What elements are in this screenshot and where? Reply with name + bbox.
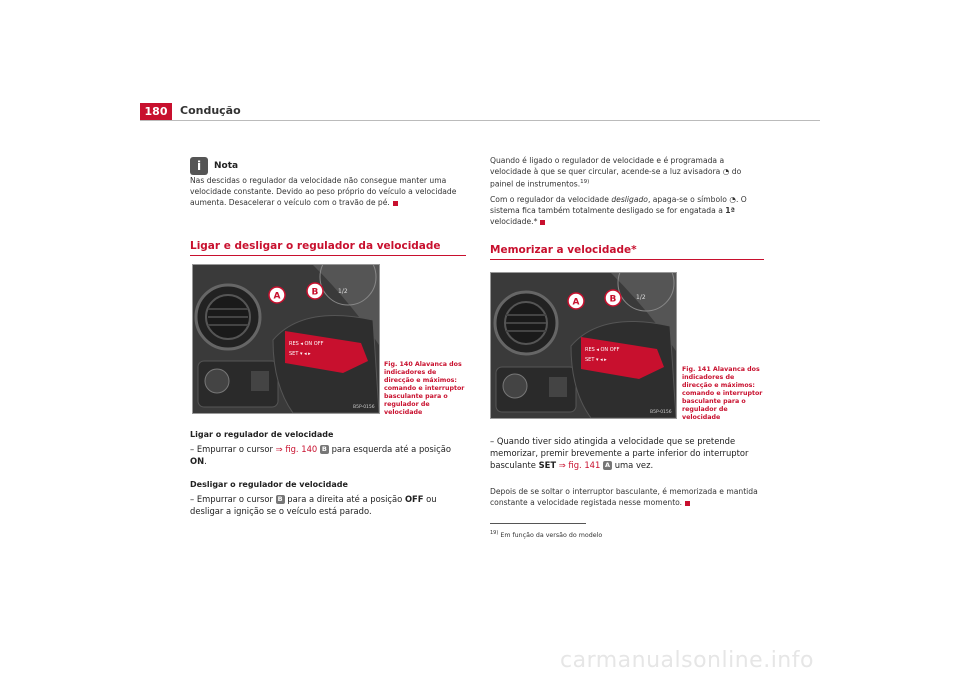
end-marker-2 — [540, 220, 545, 225]
section2-rule — [490, 259, 764, 260]
note-icon: i — [190, 157, 208, 175]
memorize-step-text-2: uma vez. — [614, 460, 654, 470]
footnote-rule — [490, 523, 586, 524]
speedometer-icon: ◔ — [722, 167, 730, 176]
steering-lever-illustration-2 — [491, 273, 676, 418]
memorize-step — [490, 435, 768, 471]
watermark: carmanualsonline.info — [560, 648, 814, 673]
svg-text:RES ◂ ON OFF: RES ◂ ON OFF — [585, 347, 620, 353]
footnote-ref: 19) — [580, 179, 590, 185]
on-step-text-2: para esquerda até a posição — [331, 444, 451, 454]
right-para-2 — [490, 194, 764, 227]
footnote — [490, 530, 602, 539]
svg-text:SET ▾ ◂ ▸: SET ▾ ◂ ▸ — [289, 351, 311, 357]
para2-italic: desligado — [611, 195, 648, 204]
set-keyword: SET — [538, 460, 557, 470]
para1-text: Quando é ligado o regulador de velocidade e é programada a velocidade à que se quer circular, acende-se a luz avisadora — [490, 156, 725, 176]
note-text — [190, 175, 466, 208]
end-marker — [393, 201, 398, 206]
footnote-text: Em função da versão do modelo — [500, 532, 603, 540]
memorize-step-text: – Quando tiver sido atingida a velocidade que se pretende memorizar, premir brevemente a parte inferior do interruptor basculante — [490, 436, 749, 470]
on-step-text: – Empurrar o cursor — [190, 444, 273, 454]
figure-stamp-2: B5P-0156 — [650, 410, 672, 415]
on-step: – Empurrar o cursor ⇒ fig. 140 B para esquerda até a posição ON. — [190, 444, 451, 466]
control-b-badge-2: B — [277, 495, 283, 503]
figure-140 — [192, 264, 380, 414]
section1-rule — [190, 255, 466, 256]
para2-text-2: , apaga-se o símbolo — [647, 195, 727, 204]
on-heading: Ligar o regulador de velocidade — [190, 430, 334, 439]
right-para-1 — [490, 155, 764, 190]
para1-text-2: do painel de instrumentos. — [490, 167, 742, 189]
page-number: 180 — [140, 103, 172, 121]
svg-text:RES ◂ ON OFF: RES ◂ ON OFF — [289, 341, 324, 347]
memorize-para — [490, 486, 766, 508]
svg-text:SET ▾ ◂ ▸: SET ▾ ◂ ▸ — [585, 357, 607, 363]
fig-140-link[interactable]: ⇒ fig. 140 — [275, 444, 318, 454]
para2-text: Com o regulador da velocidade — [490, 195, 609, 204]
callout-a-2: A — [572, 297, 580, 308]
speedometer-icon-2: ◔ — [729, 195, 736, 204]
off-step — [190, 493, 470, 517]
end-marker-3 — [685, 501, 690, 506]
off-step-text-3: ou desligar a ignição se o veículo está parado. — [190, 494, 437, 516]
page-title: Condução — [180, 104, 241, 117]
memorize-para-text: Depois de se soltar o interruptor basculante, é memorizada e mantida constante a velocidade registada nesse momento. — [490, 487, 758, 507]
svg-text:1/2: 1/2 — [338, 288, 348, 295]
footnote-mark: 19) — [490, 530, 499, 536]
figure-141 — [490, 272, 677, 419]
figure-140-caption: Fig. 140 Alavanca dos indicadores de direcção e máximos: comando e interruptor basculante para o regulador de velocidade — [384, 361, 465, 416]
callout-b-2: B — [609, 294, 617, 305]
header-rule — [140, 120, 820, 121]
section1-heading: Ligar e desligar o regulador da velocidade — [190, 240, 441, 252]
para2-text-3: . O sistema fica também totalmente desligado se for engatada a — [490, 195, 747, 215]
off-step-text: – Empurrar o cursor — [190, 494, 273, 504]
off-keyword: OFF — [404, 494, 424, 504]
control-b-badge: B — [321, 445, 327, 453]
figure-141-caption: Fig. 141 Alavanca dos indicadores de direcção e máximos: comando e interruptor basculante para o regulador de velocidade — [682, 366, 763, 421]
callout-b: B — [311, 287, 319, 298]
on-keyword: ON — [190, 456, 205, 466]
para2-text-4: velocidade.* — [490, 217, 538, 226]
gear-keyword: 1ª — [725, 206, 735, 215]
off-heading: Desligar o regulador de velocidade — [190, 480, 348, 489]
note-title: Nota — [214, 161, 239, 171]
svg-text:1/2: 1/2 — [636, 294, 646, 301]
off-step-text-2: para a direita até a posição — [287, 494, 403, 504]
fig-141-link[interactable]: ⇒ fig. 141 — [558, 460, 601, 470]
steering-lever-illustration — [193, 265, 379, 413]
note-body: Nas descidas o regulador da velocidade não consegue manter uma velocidade constante. Devido ao peso próprio do veículo a velocidade aumenta. Desacelerar o veículo com o travão de pé. — [190, 176, 457, 207]
control-a-badge: A — [605, 461, 611, 469]
callout-a: A — [273, 291, 281, 302]
section2-heading: Memorizar a velocidade* — [490, 244, 637, 256]
figure-stamp: B5P-0156 — [353, 405, 375, 410]
